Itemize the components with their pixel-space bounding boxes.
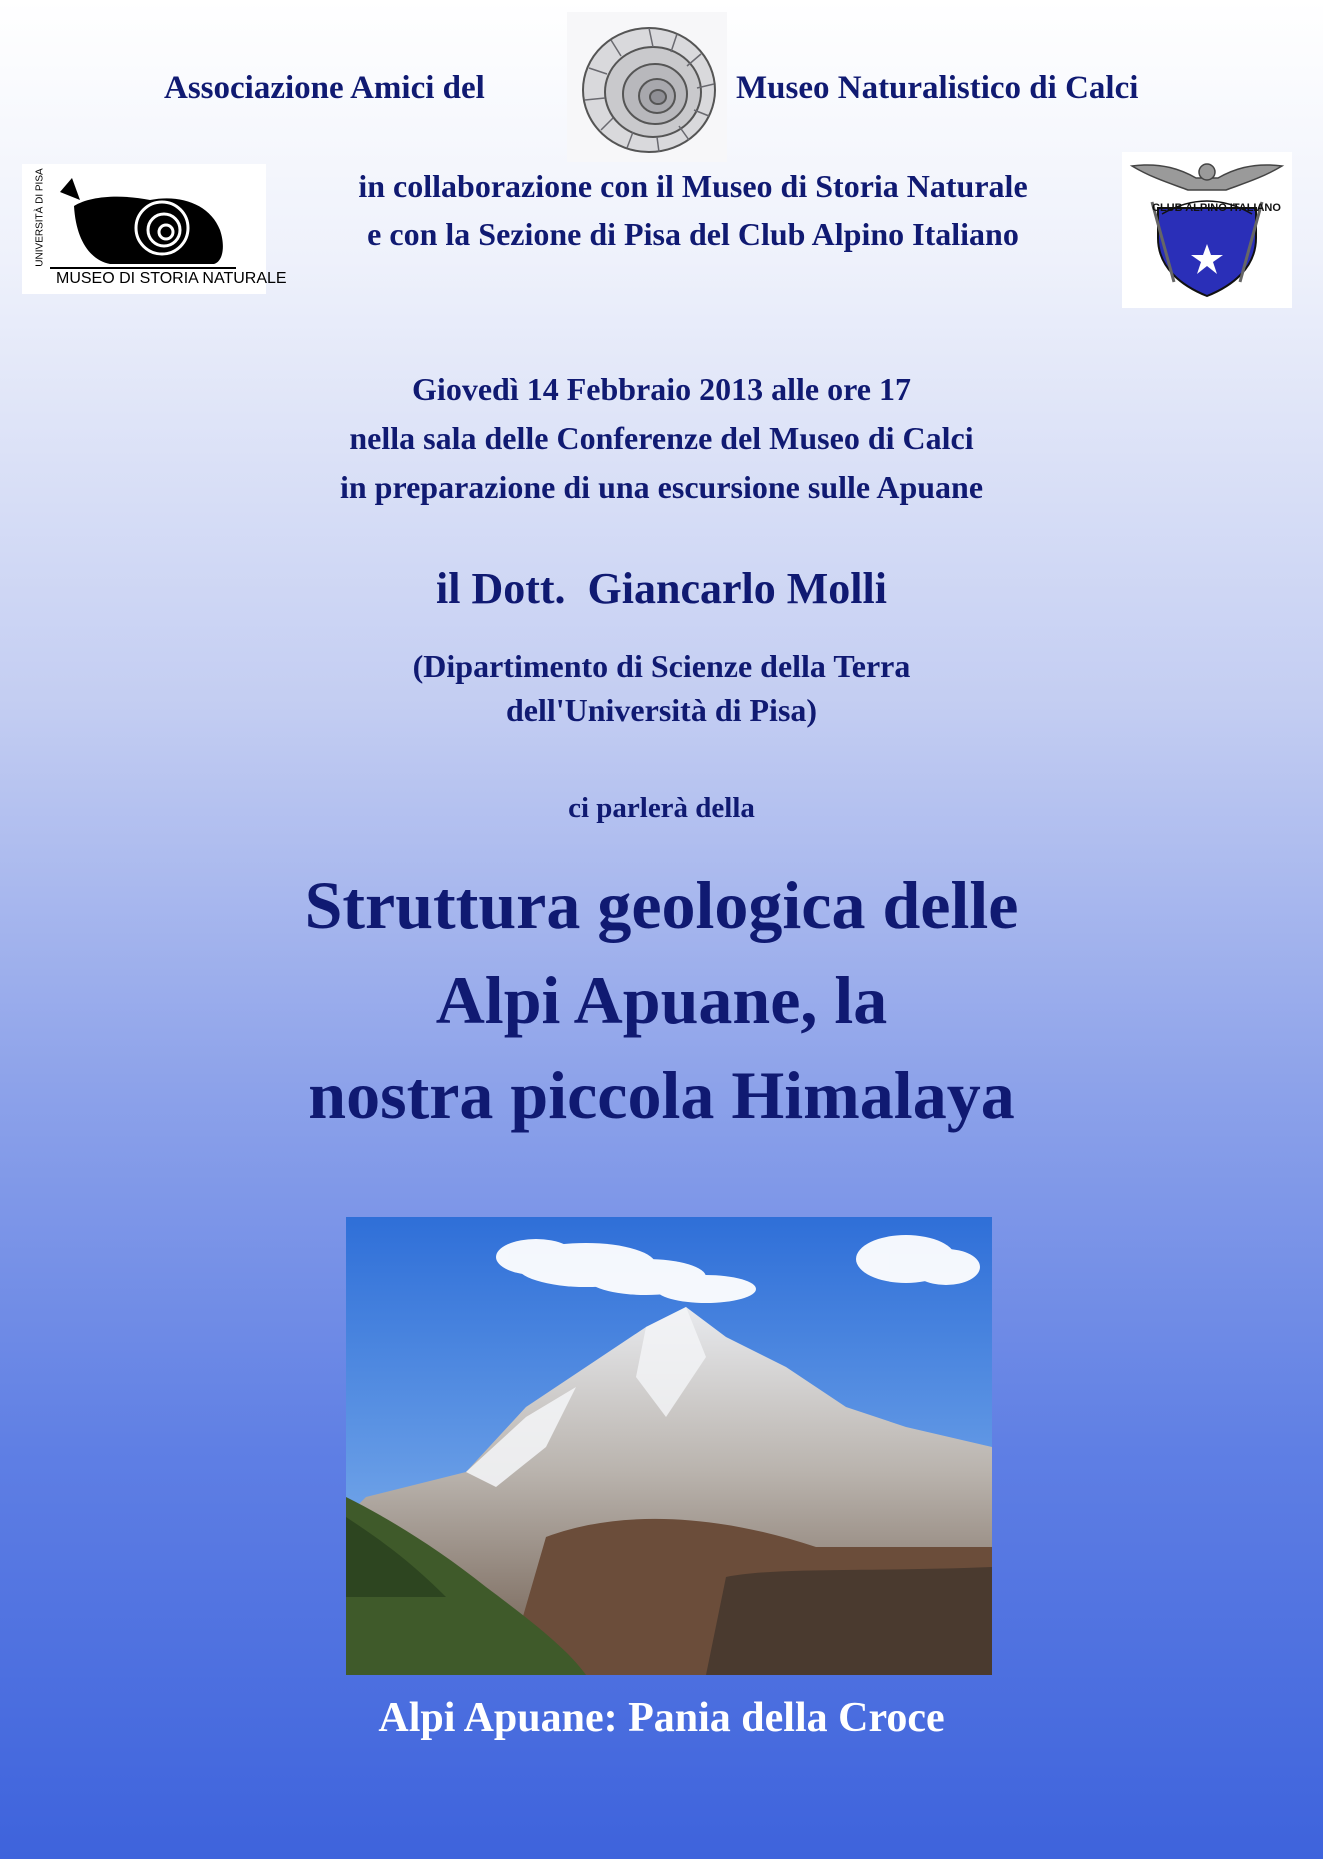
collaboration-line-1: in collaborazione con il Museo di Storia Naturale	[358, 168, 1028, 204]
talk-title-line-3: nostra piccola Himalaya	[308, 1057, 1015, 1133]
event-line-2: nella sala delle Conferenze del Museo di Calci	[349, 420, 974, 456]
talk-title-line-1: Struttura geologica delle	[304, 867, 1019, 943]
university-text: UNIVERSITÀ DI PISA	[34, 168, 46, 267]
collaboration-text	[272, 162, 1114, 258]
talk-title-line-2: Alpi Apuane, la	[435, 962, 888, 1038]
affiliation-line-1: (Dipartimento di Scienze della Terra	[412, 648, 911, 684]
header-right-text: Museo Naturalistico di Calci	[736, 70, 1139, 106]
photo-caption: Alpi Apuane: Pania della Croce	[378, 1695, 945, 1741]
talk-title	[0, 858, 1323, 1143]
museum-name-text: MUSEO DI STORIA NATURALE	[56, 270, 287, 287]
speaker-affiliation	[0, 644, 1323, 732]
event-line-3: in preparazione di una escursione sulle Apuane	[339, 469, 984, 505]
museum-logo-vertical	[28, 166, 52, 276]
whale-shell-icon	[50, 170, 236, 270]
eagle-shield-icon	[1122, 152, 1292, 308]
talk-intro: ci parlerà della	[568, 792, 755, 824]
mountain-photo	[346, 1217, 992, 1675]
speaker-name: il Dott. Giancarlo Molli	[436, 564, 887, 613]
header-left-text: Associazione Amici del	[164, 70, 485, 106]
event-line-1: Giovedì 14 Febbraio 2013 alle ore 17	[412, 371, 911, 407]
affiliation-line-2: dell'Università di Pisa)	[505, 692, 818, 728]
collaboration-line-2: e con la Sezione di Pisa del Club Alpino Italiano	[367, 216, 1019, 252]
ammonite-icon	[567, 12, 727, 162]
cai-logo	[1122, 152, 1292, 308]
event-info	[0, 365, 1323, 512]
cai-ring-text: CLUB ALPINO ITALIANO	[1152, 202, 1281, 214]
museum-logo	[22, 164, 287, 294]
